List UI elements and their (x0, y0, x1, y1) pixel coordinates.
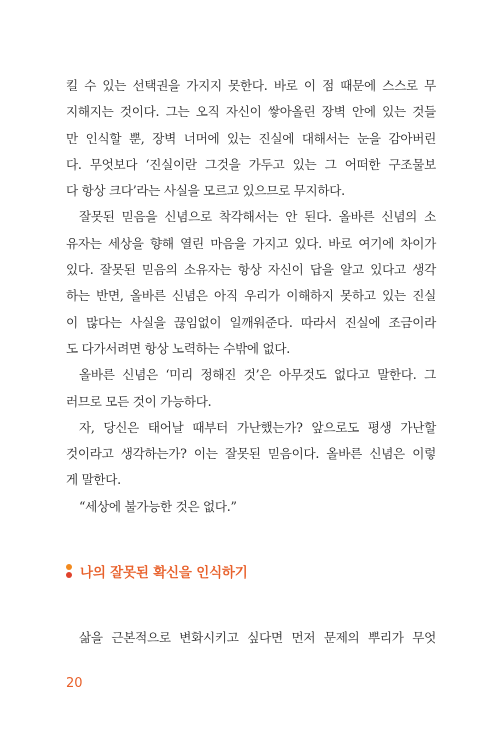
section-heading (64, 560, 248, 582)
text-line: 삶을 근본적으로 변화시키고 싶다면 먼저 문제의 뿌리가 무엇 (79, 630, 436, 645)
section-heading-text: 나의 잘못된 확신을 인식하기 (80, 565, 248, 581)
text-line: 다 항상 크다’라는 사실을 모르고 있으므로 무지하다. (66, 183, 345, 199)
text-line: 도 다가서려면 항상 노력하는 수밖에 없다. (66, 340, 290, 356)
text-line: 하는 반면, 올바른 신념은 아직 우리가 이해하지 못하고 있는 진실 (66, 288, 436, 304)
body-text (66, 73, 436, 520)
text-line: 유자는 세상을 향해 열린 마음을 가지고 있다. 바로 여기에 차이가 (66, 235, 436, 251)
text-line: 자, 당신은 태어날 때부터 가난했는가? 앞으로도 평생 가난할 (79, 419, 436, 435)
text-line: 만 인식할 뿐, 장벽 너머에 있는 진실에 대해서는 눈을 감아버린 (66, 130, 436, 146)
text-line: 게 말한다. (66, 472, 121, 488)
section-body (66, 625, 436, 651)
text-line: 킬 수 있는 선택권을 가지지 못한다. 바로 이 점 때문에 스스로 무 (66, 78, 436, 93)
text-line: 이 많다는 사실을 끊임없이 일깨워준다. 따라서 진실에 조금이라 (66, 314, 436, 330)
text-line: 러므로 모든 것이 가능하다. (66, 393, 212, 409)
quote-line: “세상에 불가능한 것은 없다.” (79, 498, 237, 514)
text-line: 것이라고 생각하는가? 이는 잘못된 믿음이다. 올바른 신념은 이렇 (66, 446, 436, 462)
text-line: 올바른 신념은 ‘미리 정해진 것’은 아무것도 없다고 말한다. 그 (79, 367, 436, 383)
page-number: 20 (66, 676, 83, 691)
text-line: 있다. 잘못된 믿음의 소유자는 항상 자신이 답을 알고 있다고 생각 (66, 262, 436, 278)
bullet-dots-icon (64, 562, 74, 580)
text-line: 잘못된 믿음을 신념으로 착각해서는 안 된다. 올바른 신념의 소 (79, 209, 436, 225)
text-line: 다. 무엇보다 ‘진실이란 그것을 가두고 있는 그 어떠한 구조물보 (66, 156, 436, 172)
text-line: 지해지는 것이다. 그는 오직 자신이 쌓아올린 장벽 안에 있는 것들 (66, 104, 436, 120)
